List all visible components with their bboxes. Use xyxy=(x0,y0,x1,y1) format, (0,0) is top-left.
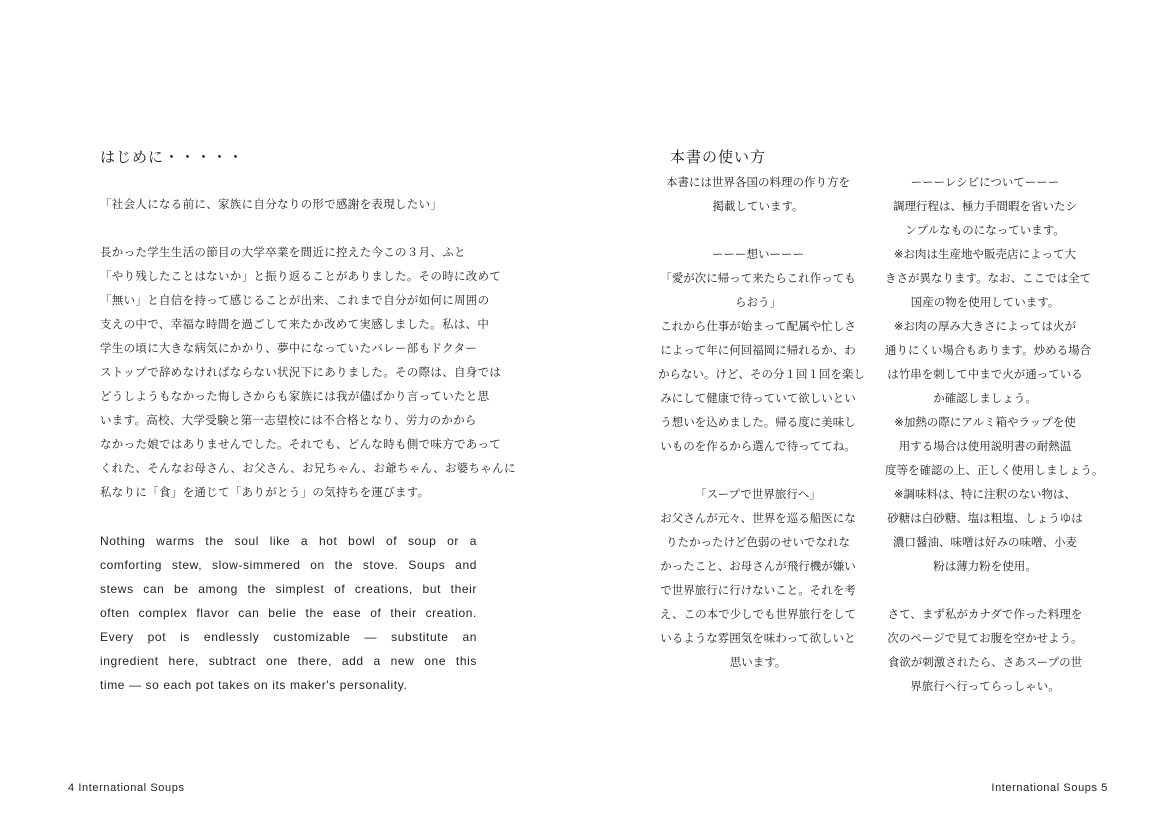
en-line: often complex flavor can belie the ease of their creation. xyxy=(100,606,477,620)
jp-line: 学生の頃に大きな病気にかかり、夢中になっていたバレー部もドクター xyxy=(100,341,478,355)
col2-line: 用する場合は使用説明書の耐熱温 xyxy=(898,439,1072,453)
col1-line: 本書には世界各国の料理の作り方を xyxy=(666,175,850,189)
col1-line: いものを作るから選んで待っててね。 xyxy=(660,439,856,453)
column-two xyxy=(885,170,1104,698)
col1-line: ーーー想いーーー xyxy=(712,247,804,261)
col1-line: によって年に何回福岡に帰れるか、わ xyxy=(660,343,856,357)
col1-line: りたかったけど色弱のせいでなれな xyxy=(666,535,850,549)
col2-line: ※お肉は生産地や販売店によって大 xyxy=(893,247,1077,261)
col2-line: ※お肉の厚み大きさによっては火が xyxy=(893,319,1077,333)
col1-line xyxy=(658,458,858,482)
col2-line: 度等を確認の上、正しく使用しましょう。 xyxy=(885,463,1104,477)
jp-line: 「やり残したことはないか」と振り返ることがありました。その時に改めて xyxy=(100,269,502,283)
col1-line: 掲載しています。 xyxy=(712,199,804,213)
en-line: Nothing warms the soul like a hot bowl of soup or a xyxy=(100,534,477,548)
col2-line: 調理行程は、極力手間暇を省いたシ xyxy=(893,199,1077,213)
right-page-footer: International Soups 5 xyxy=(991,782,1108,794)
jp-line: 私なりに「食」を通じて「ありがとう」の気持ちを運びます。 xyxy=(100,485,430,499)
col2-line: 界旅行へ行ってらっしゃい。 xyxy=(910,679,1060,693)
col1-line: 「スープで世界旅行へ」 xyxy=(695,487,821,501)
col2-line: ※加熱の際にアルミ箱やラップを使 xyxy=(894,415,1076,429)
jp-line: どうしようもなかった悔しさからも家族には我が儘ばかり言っていたと思 xyxy=(100,389,490,403)
col1-line: で世界旅行に行けないこと。それを考 xyxy=(660,583,856,597)
jp-line: 長かった学生生活の節目の大学卒業を間近に控えた今この３月、ふと xyxy=(100,245,466,259)
en-line: Every pot is endlessly customizable — substitute an xyxy=(100,630,477,644)
col1-line: いるような雰囲気を味わって欲しいと xyxy=(660,631,856,645)
col1-line: これから仕事が始まって配属や忙しさ xyxy=(660,319,856,333)
col1-line: からない。けど、その分１回１回を楽し xyxy=(658,367,865,381)
col2-line: さて、まず私がカナダで作った料理を xyxy=(887,607,1083,621)
jp-line: ストップで辞めなければならない状況下にありました。その際は、自身では xyxy=(100,365,502,379)
col1-line: う想いを込めました。帰る度に美味し xyxy=(660,415,856,429)
col2-line xyxy=(885,578,1085,602)
jp-line: くれた、そんなお母さん、お父さん、お兄ちゃん、お爺ちゃん、お婆ちゃんに xyxy=(100,461,516,475)
col2-line: 粉は薄力粉を使用。 xyxy=(933,559,1037,573)
col1-line: お父さんが元々、世界を巡る船医にな xyxy=(660,511,856,525)
col2-line: ※調味料は、特に注釈のない物は、 xyxy=(893,487,1077,501)
col2-line: 通りにくい場合もあります。炒める場合 xyxy=(885,343,1092,357)
col1-line: 「愛が次に帰って来たらこれ作っても xyxy=(660,271,856,285)
jp-line: 「無い」と自信を持って感じることが出来、これまで自分が如何に周囲の xyxy=(100,293,490,307)
col1-line: え、この本で少しでも世界旅行をして xyxy=(659,607,857,621)
right-page xyxy=(588,0,1176,840)
jp-line: います。高校、大学受験と第一志望校には不合格となり、労力のかから xyxy=(100,413,477,427)
en-line: comforting stew, slow-simmered on the stove. Soups and xyxy=(100,558,477,572)
jp-line: 支えの中で、幸福な時間を過ごして来たか改めて実感しました。私は、中 xyxy=(100,317,490,331)
col2-line: 食欲が刺激されたら、さあスープの世 xyxy=(887,655,1083,669)
col1-line: みにして健康で待っていて欲しいとい xyxy=(660,391,856,405)
intro-quote: 「社会人になる前に、家族に自分なりの形で感謝を表現したい」 xyxy=(100,197,443,211)
en-line: ingredient here, subtract one there, add a new one this xyxy=(100,654,477,668)
column-one xyxy=(658,170,865,674)
col1-line xyxy=(658,218,858,242)
col1-line: 思います。 xyxy=(729,655,787,669)
en-line: stews can be among the simplest of creations, but their xyxy=(100,582,477,596)
col2-line: か確認しましょう。 xyxy=(933,391,1037,405)
col1-line: かったこと、お母さんが飛行機が嫌い xyxy=(660,559,856,573)
col2-line: ンプルなものになっています。 xyxy=(905,223,1065,237)
en-line: time — so each pot takes on its maker's personality. xyxy=(100,678,408,692)
col1-line: らおう」 xyxy=(735,295,781,309)
jp-line: なかった娘ではありませんでした。それでも、どんな時も側で味方であって xyxy=(100,437,502,451)
left-page-footer: 4 International Soups xyxy=(68,782,185,794)
col2-line: 次のページで見てお腹を空かせよう。 xyxy=(887,631,1083,645)
col2-line: きさが異なります。なお、ここでは全て xyxy=(885,271,1092,285)
intro-heading: はじめに・・・・・ xyxy=(100,148,245,166)
col2-line: 砂糖は白砂糖、塩は粗塩、しょうゆは xyxy=(887,511,1083,525)
col2-line: ーーーレシピについてーーー xyxy=(910,175,1060,189)
col2-line: は竹串を刺して中まで火が通っている xyxy=(887,367,1083,381)
col2-line: 国産の物を使用しています。 xyxy=(910,295,1060,309)
col2-line: 濃口醤油、味噌は好みの味噌、小麦 xyxy=(893,535,1077,549)
how-to-use-heading: 本書の使い方 xyxy=(670,148,767,166)
